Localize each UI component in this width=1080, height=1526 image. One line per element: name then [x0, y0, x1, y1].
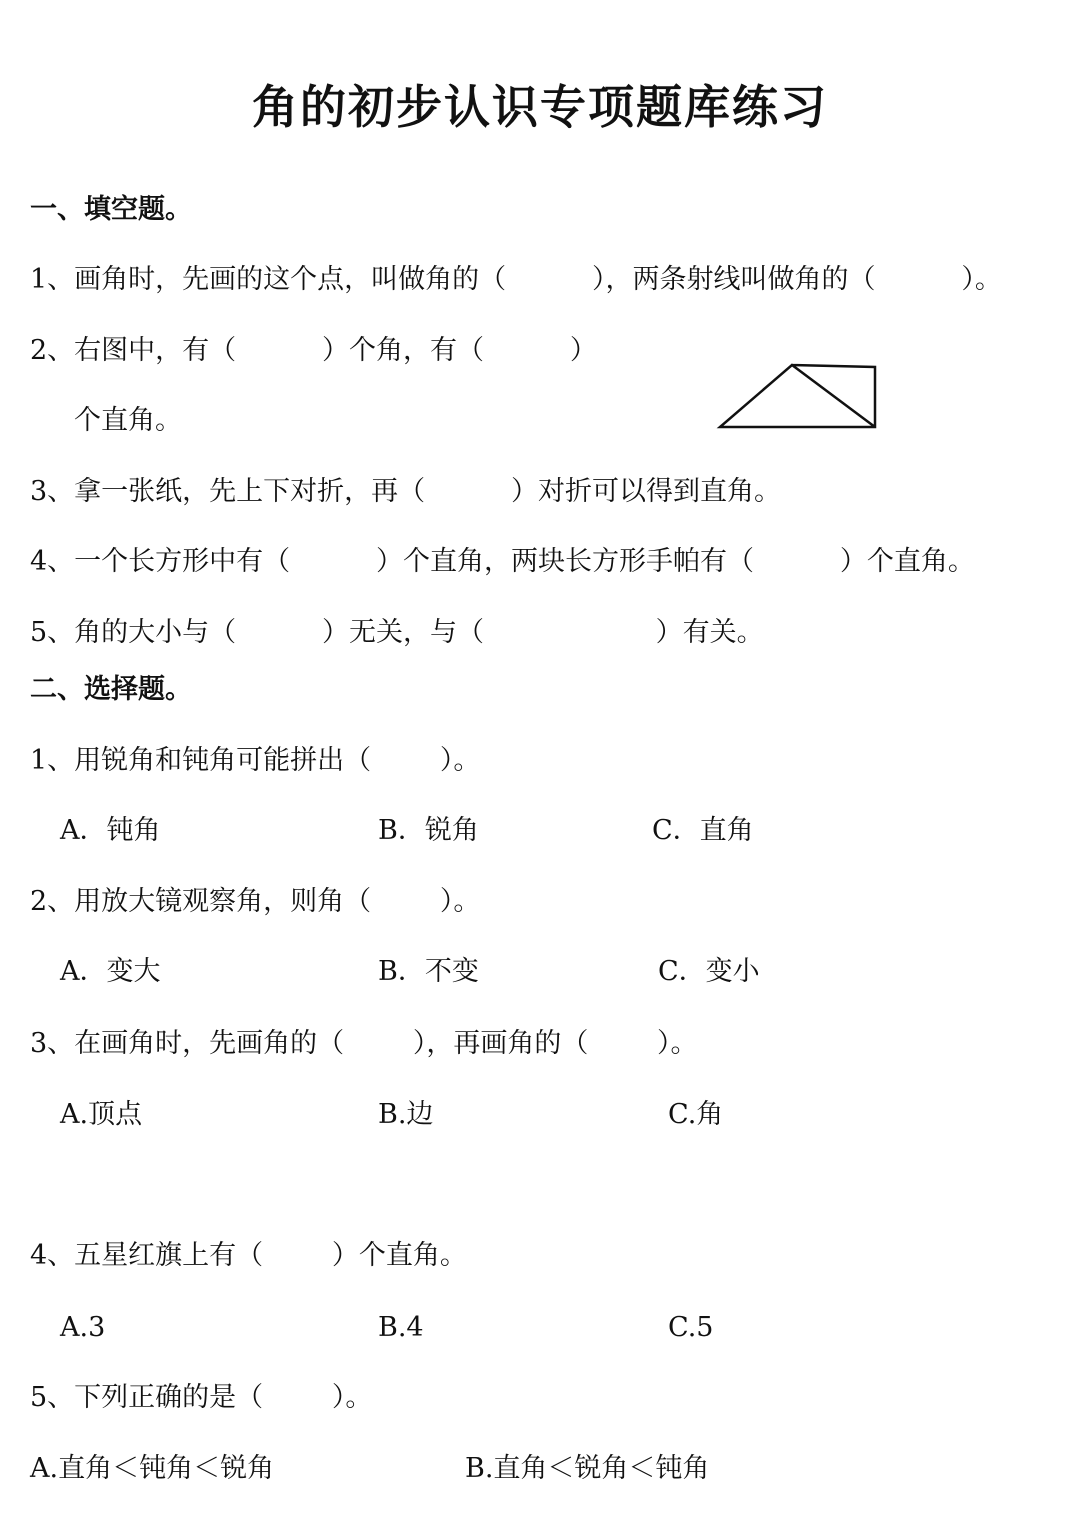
figure-outline	[720, 365, 875, 427]
fill-question-1: 1、画角时，先画的这个点，叫做角的（ ），两条射线叫做角的（ ）。	[30, 264, 1002, 295]
triangle-rectangle-figure	[710, 355, 885, 435]
choice-4-option-b: B.4	[378, 1312, 424, 1343]
choice-1-option-a: A．钝角	[60, 815, 161, 846]
choice-1-option-c: C．直角	[652, 815, 754, 846]
choice-question-3: 3、在画角时，先画角的（ ），再画角的（ ）。	[30, 1028, 698, 1059]
choice-3-option-c: C.角	[668, 1099, 724, 1130]
choice-question-4: 4、五星红旗上有（ ）个直角。	[30, 1240, 467, 1271]
choice-3-option-a: A.顶点	[60, 1099, 143, 1130]
fill-question-4: 4、一个长方形中有（ ）个直角，两块长方形手帕有（ ）个直角。	[30, 546, 975, 577]
choice-1-option-b: B．锐角	[378, 815, 479, 846]
choice-2-option-c: C．变小	[658, 956, 760, 987]
choice-question-5: 5、下列正确的是（ ）。	[30, 1382, 373, 1413]
fill-question-2-continued: 个直角。	[74, 405, 182, 436]
choice-5-option-a: A.直角＜钝角＜锐角	[30, 1453, 275, 1484]
choice-question-1: 1、用锐角和钝角可能拼出（ ）。	[30, 745, 481, 776]
choice-4-option-a: A.3	[60, 1312, 106, 1343]
choice-2-option-b: B．不变	[378, 956, 479, 987]
section-heading-choice: 二、选择题。	[30, 674, 192, 705]
choice-5-option-b: B.直角＜锐角＜钝角	[465, 1453, 710, 1484]
page-title: 角的初步认识专项题库练习	[252, 80, 828, 134]
choice-3-option-b: B.边	[378, 1099, 434, 1130]
choice-4-option-c: C.5	[668, 1312, 714, 1343]
section-heading-fill-blank: 一、填空题。	[30, 194, 192, 225]
choice-question-2: 2、用放大镜观察角，则角（ ）。	[30, 886, 481, 917]
fill-question-3: 3、拿一张纸，先上下对折，再（ ）对折可以得到直角。	[30, 476, 782, 507]
fill-question-2: 2、右图中，有（ ）个角，有（ ）	[30, 335, 597, 366]
choice-2-option-a: A．变大	[60, 956, 161, 987]
fill-question-5: 5、角的大小与（ ）无关，与（ ）有关。	[30, 617, 764, 648]
